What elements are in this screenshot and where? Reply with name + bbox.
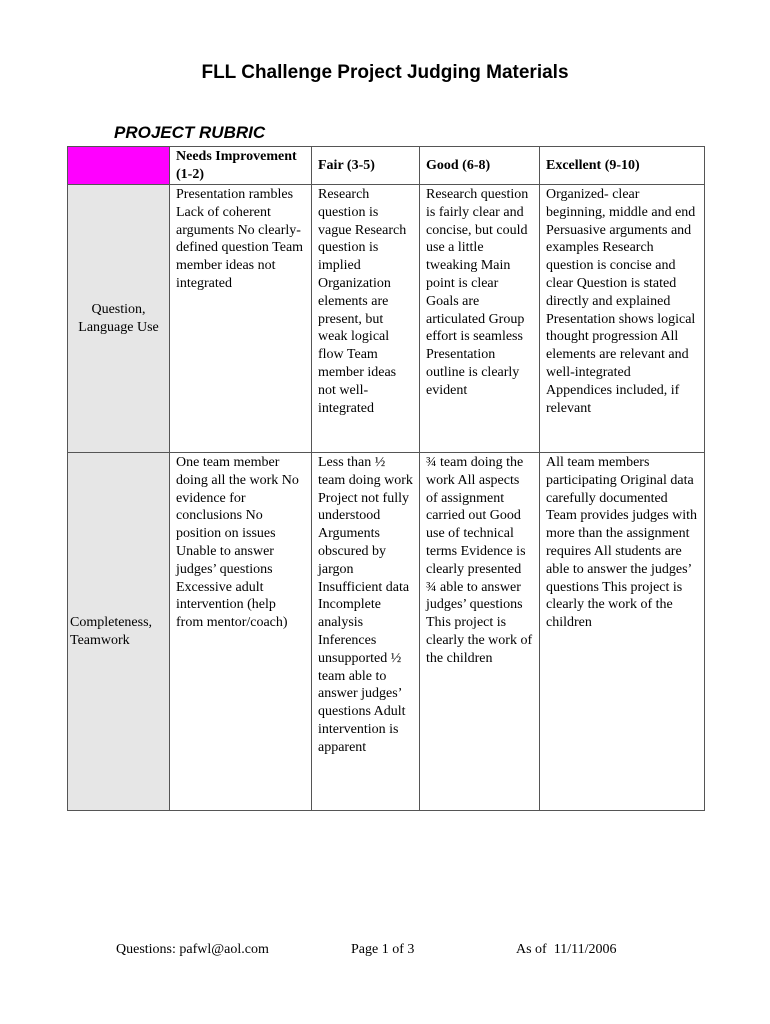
row-label: Completeness, Teamwork [68,453,170,811]
page-title: FLL Challenge Project Judging Materials [201,62,569,83]
footer-page-number: Page 1 of 3 [351,942,415,957]
table-cell: All team members participating Original data carefully documented Team provides judges with more than the assignment requires All students are able to answer the judges’ questions This project is clearly the work of the children [540,453,705,811]
header-row [68,147,705,185]
table-cell: One team member doing all the work No evidence for conclusions No position on issues Unable to answer judges’ questions Excessive adult intervention (help from mentor/coach) [170,453,312,811]
table-cell: Presentation rambles Lack of coherent arguments No clearly-defined question Team member ideas not integrated [170,185,312,453]
column-header: Fair (3-5) [312,147,420,185]
table-cell: Research question is vague Research question is implied Organization elements are present, but weak logical flow Team member ideas not well-integrated [312,185,420,453]
row-label: Question, Language Use [68,185,170,453]
table-cell: Organized- clear beginning, middle and end Persuasive arguments and examples Research question is concise and clear Question is stated directly and explained Presentation shows logical thought progression All elements are relevant and well-integrated Appendices included, if relevant [540,185,705,453]
table-row [68,185,705,453]
footer-date: As of 11/11/2006 [516,942,617,957]
table-cell: Research question is fairly clear and concise, but could use a little tweaking Main point is clear Goals are articulated Group effort is seamless Presentation outline is clearly evident [420,185,540,453]
table-row [68,453,705,811]
column-header: Needs Improvement (1-2) [170,147,312,185]
footer-contact: Questions: pafwl@aol.com [116,942,269,957]
column-header: Good (6-8) [420,147,540,185]
corner-cell [68,147,170,185]
table-cell: Less than ½ team doing work Project not fully understood Arguments obscured by jargon Insufficient data Incomplete analysis Inferences unsupported ½ team able to answer judges’ questions Adult intervention is apparent [312,453,420,811]
column-header: Excellent (9-10) [540,147,705,185]
table-cell: ¾ team doing the work All aspects of assignment carried out Good use of technical terms Evidence is clearly presented ¾ able to answer judges’ questions This project is clearly the work of the children [420,453,540,811]
rubric-table [67,146,705,811]
section-subtitle: PROJECT RUBRIC [114,123,266,142]
